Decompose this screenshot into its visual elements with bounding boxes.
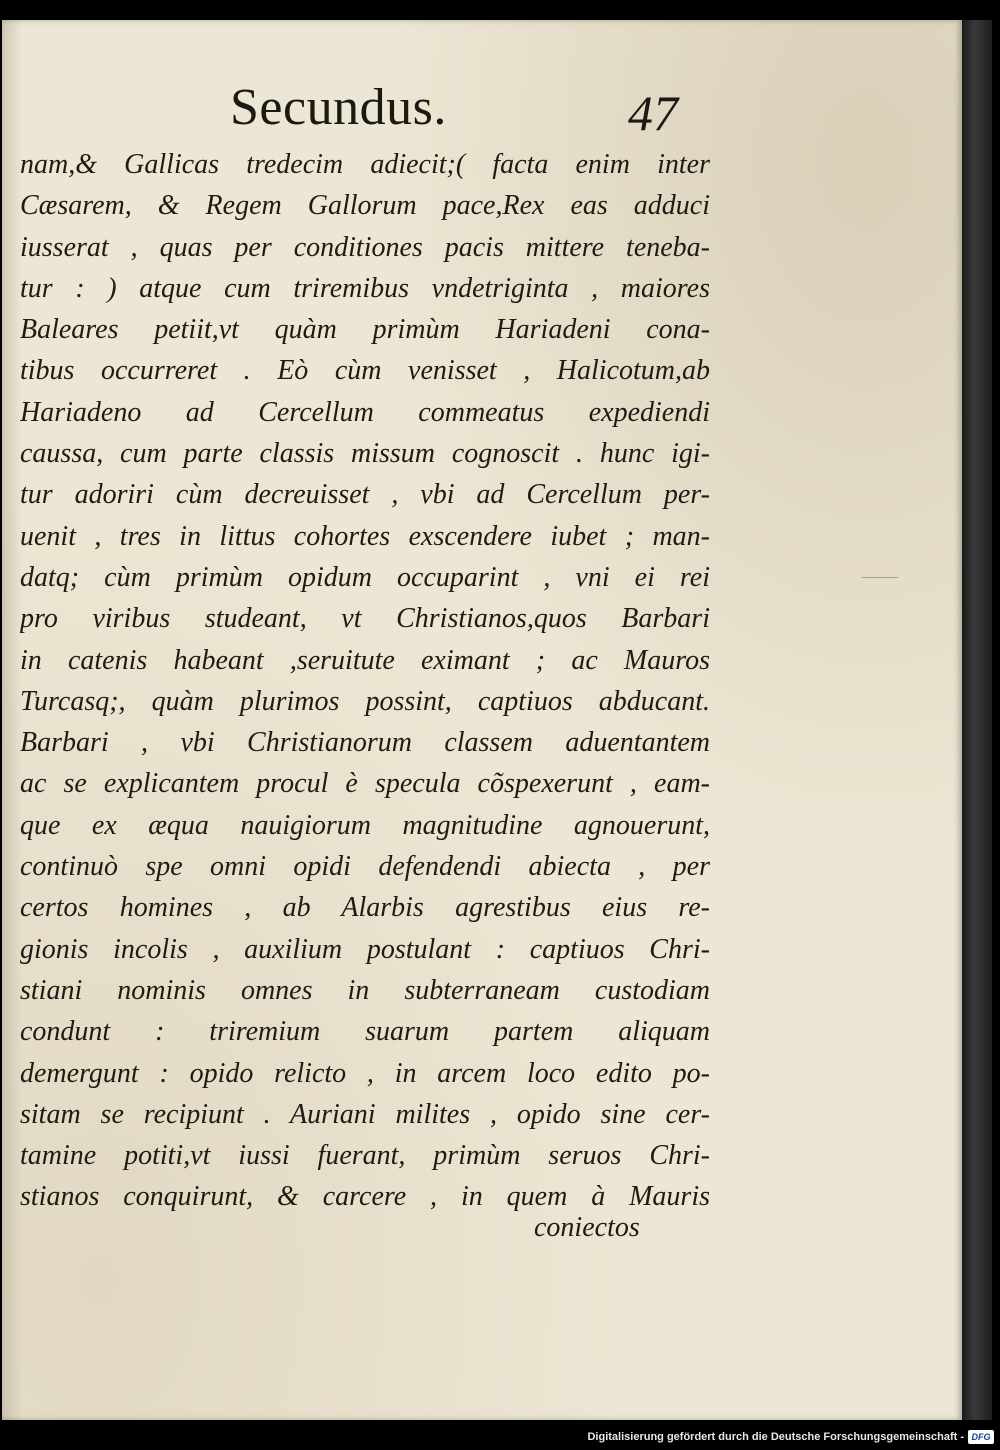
- text-line: tibus occurreret . Eò cùm venisset , Halicotum,ab: [20, 355, 710, 387]
- text-line: tamine potiti,vt iussi fuerant, primùm seruos Chri-: [20, 1140, 710, 1172]
- text-line: sitam se recipiunt . Auriani milites , opido sine cer-: [20, 1098, 710, 1130]
- text-line: tur : ) atque cum triremibus vndetriginta , maiores: [20, 272, 710, 304]
- text-line: tur adoriri cùm decreuisset , vbi ad Cercellum per-: [20, 479, 710, 511]
- running-head: Secundus.: [230, 79, 447, 136]
- dfg-logo-icon: DFG: [968, 1430, 994, 1444]
- text-line: gionis incolis , auxilium postulant : captiuos Chri-: [20, 933, 710, 965]
- text-line: demergunt : opido relicto , in arcem loco edito po-: [20, 1057, 710, 1089]
- text-line: certos homines , ab Alarbis agrestibus eius re-: [20, 892, 710, 924]
- text-line: iusserat , quas per conditiones pacis mittere teneba-: [20, 231, 710, 263]
- text-line: in catenis habeant ,seruitute eximant ; ac Mauros: [20, 644, 710, 676]
- text-line: condunt : triremium suarum partem aliquam: [20, 1016, 710, 1048]
- body-text: [20, 144, 710, 1218]
- text-line: Turcasq;, quàm plurimos possint, captiuos abducant.: [20, 685, 710, 717]
- page-number: 47: [628, 85, 678, 141]
- margin-mark: [862, 577, 898, 578]
- text-line: Hariadeno ad Cercellum commeatus expediendi: [20, 396, 710, 428]
- text-line: que ex æqua nauigiorum magnitudine agnouerunt,: [20, 809, 710, 841]
- text-line: Baleares petiit,vt quàm primùm Hariadeni cona-: [20, 314, 710, 346]
- text-line: Barbari , vbi Christianorum classem aduentantem: [20, 727, 710, 759]
- text-line: Cæsarem, & Regem Gallorum pace,Rex eas adduci: [20, 190, 710, 222]
- catchword: coniectos: [534, 1212, 640, 1243]
- text-line: ac se explicantem procul è specula cõspexerunt , eam-: [20, 768, 710, 800]
- text-line: stianos conquirunt, & carcere , in quem à Mauris: [20, 1181, 710, 1213]
- text-line: caussa, cum parte classis missum cognoscit . hunc igi-: [20, 438, 710, 470]
- text-line: uenit , tres in littus cohortes exscendere iubet ; man-: [20, 520, 710, 552]
- text-line: pro viribus studeant, vt Christianos,quos Barbari: [20, 603, 710, 635]
- text-line: stiani nominis omnes in subterraneam custodiam: [20, 974, 710, 1006]
- text-line: nam,& Gallicas tredecim adiecit;( facta enim inter: [20, 149, 710, 180]
- footer-credit: Digitalisierung gefördert durch die Deutsche Forschungsgemeinschaft -: [587, 1431, 964, 1443]
- text-line: continuò spe omni opidi defendendi abiecta , per: [20, 851, 710, 883]
- page-edge: [962, 20, 992, 1420]
- text-line: datq; cùm primùm opidum occuparint , vni ei rei: [20, 561, 710, 593]
